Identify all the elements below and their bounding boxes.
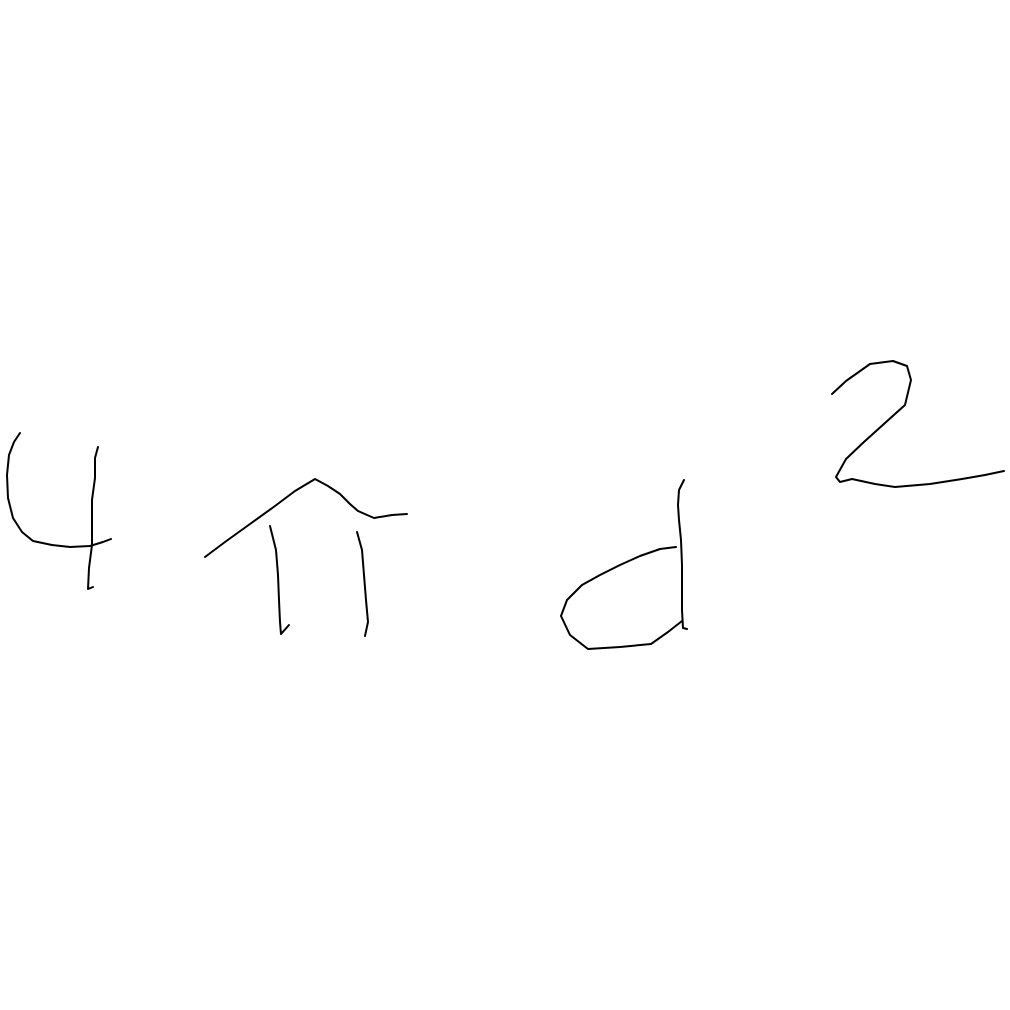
four-vertical-stroke: [88, 447, 98, 589]
handwritten-pi-symbol: [205, 479, 407, 636]
pi-right-leg: [357, 532, 368, 636]
handwritten-superscript-two: [832, 361, 1004, 487]
d-bowl: [561, 547, 682, 649]
handwritten-letter-d: [561, 480, 687, 649]
handwritten-digit-four: [7, 433, 111, 589]
two-stroke: [832, 361, 1004, 487]
d-stem: [678, 480, 687, 629]
pi-left-leg: [270, 526, 289, 634]
pi-top-bar: [205, 479, 407, 557]
four-left-stroke: [7, 433, 111, 547]
